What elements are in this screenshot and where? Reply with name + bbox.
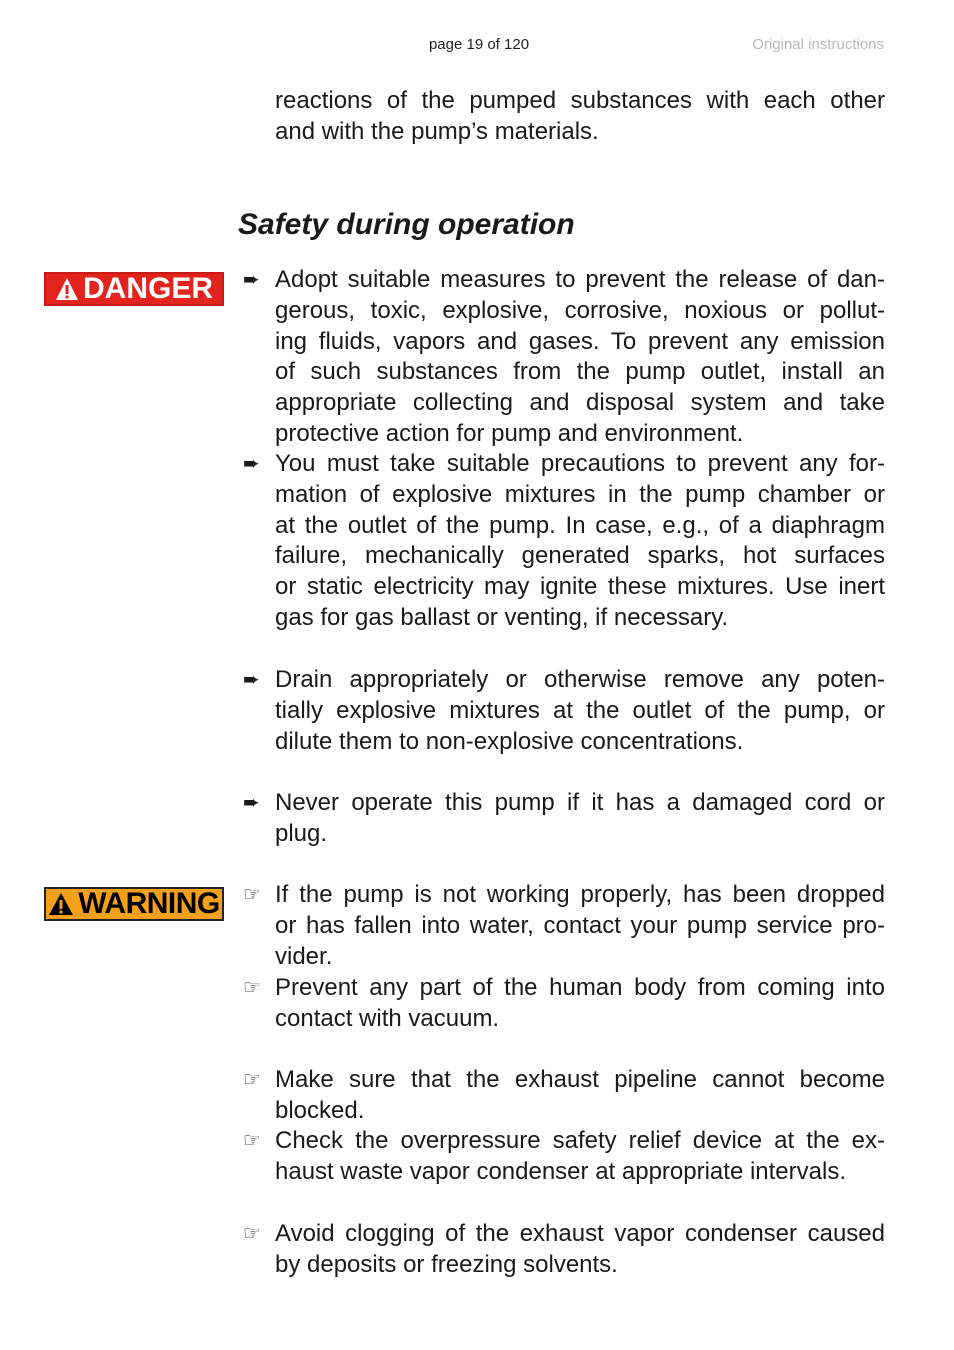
text-line: tially explosive mixtures at the outlet of the pump, or: [275, 696, 885, 724]
arrow-bullet-icon: ➨: [243, 792, 260, 814]
arrow-bullet-icon: ➨: [243, 669, 260, 691]
text-line: Prevent any part of the human body from coming into: [275, 974, 885, 1001]
text-line: or static electricity may ignite these mixtures. Use inert: [275, 573, 885, 601]
text-line: failure, mechanically generated sparks, hot surfaces: [275, 542, 885, 570]
text-line: Check the overpressure safety relief device at the ex-: [275, 1127, 885, 1154]
hand-bullet-icon: ☞: [243, 1223, 261, 1245]
text-line: at the outlet of the pump. In case, e.g., of a diaphragm: [275, 511, 885, 539]
arrow-bullet-icon: ➨: [243, 269, 260, 291]
warning-item-5: [275, 1219, 885, 1281]
warning-triangle-icon: [48, 892, 74, 916]
text-line: and with the pump’s materials.: [275, 117, 599, 145]
text-line: haust waste vapor condenser at appropriate intervals.: [275, 1157, 846, 1185]
section-title: Safety during operation: [238, 208, 575, 241]
text-line: plug.: [275, 819, 328, 847]
text-line: by deposits or freezing solvents.: [275, 1250, 618, 1278]
text-line: vider.: [275, 942, 333, 970]
text-line: reactions of the pumped substances with each other: [275, 87, 885, 114]
text-line: mation of explosive mixtures in the pump chamber or: [275, 480, 885, 508]
text-line: dilute them to non-explosive concentrations.: [275, 727, 744, 755]
text-line: Make sure that the exhaust pipeline cannot become: [275, 1066, 885, 1093]
text-line: blocked.: [275, 1096, 365, 1124]
text-line: protective action for pump and environment.: [275, 419, 744, 447]
warning-triangle-icon: [55, 277, 79, 301]
danger-sign: [44, 272, 224, 306]
danger-item-3: [275, 665, 885, 757]
text-line: contact with vacuum.: [275, 1004, 500, 1032]
warning-sign: [44, 887, 224, 921]
danger-item-4: [275, 788, 885, 850]
danger-item-1: [275, 265, 885, 450]
warning-item-1: [275, 880, 885, 972]
arrow-bullet-icon: ➨: [243, 453, 260, 475]
hand-bullet-icon: ☞: [243, 884, 261, 906]
text-line: Never operate this pump if it has a damaged cord or: [275, 789, 885, 816]
hand-bullet-icon: ☞: [243, 1069, 261, 1091]
page-number: page 19 of 120: [428, 36, 530, 53]
text-line: gas for gas ballast or venting, if necessary.: [275, 603, 729, 631]
hand-bullet-icon: ☞: [243, 977, 261, 999]
text-line: ing fluids, vapors and gases. To prevent any emission: [275, 327, 885, 355]
document-type-label: Original instructions: [752, 36, 884, 53]
text-line: Drain appropriately or otherwise remove any poten-: [275, 666, 885, 693]
text-line: of such substances from the pump outlet, install an: [275, 358, 885, 386]
text-line: or has fallen into water, contact your pump service pro-: [275, 911, 885, 939]
warning-item-3: [275, 1065, 885, 1127]
warning-item-4: [275, 1126, 885, 1188]
text-line: If the pump is not working properly, has been dropped: [275, 881, 885, 908]
text-line: Avoid clogging of the exhaust vapor condenser caused: [275, 1220, 885, 1247]
hand-bullet-icon: ☞: [243, 1130, 261, 1152]
danger-item-2: [275, 449, 885, 634]
warning-item-2: [275, 973, 885, 1035]
text-line: gerous, toxic, explosive, corrosive, noxious or pollut-: [275, 296, 885, 324]
danger-label: DANGER: [82, 272, 213, 305]
text-line: Adopt suitable measures to prevent the release of dan-: [275, 266, 885, 293]
intro-paragraph: [275, 86, 885, 148]
warning-label: WARNING: [78, 887, 220, 920]
text-line: You must take suitable precautions to prevent any for-: [275, 450, 885, 477]
text-line: appropriate collecting and disposal system and take: [275, 389, 885, 417]
